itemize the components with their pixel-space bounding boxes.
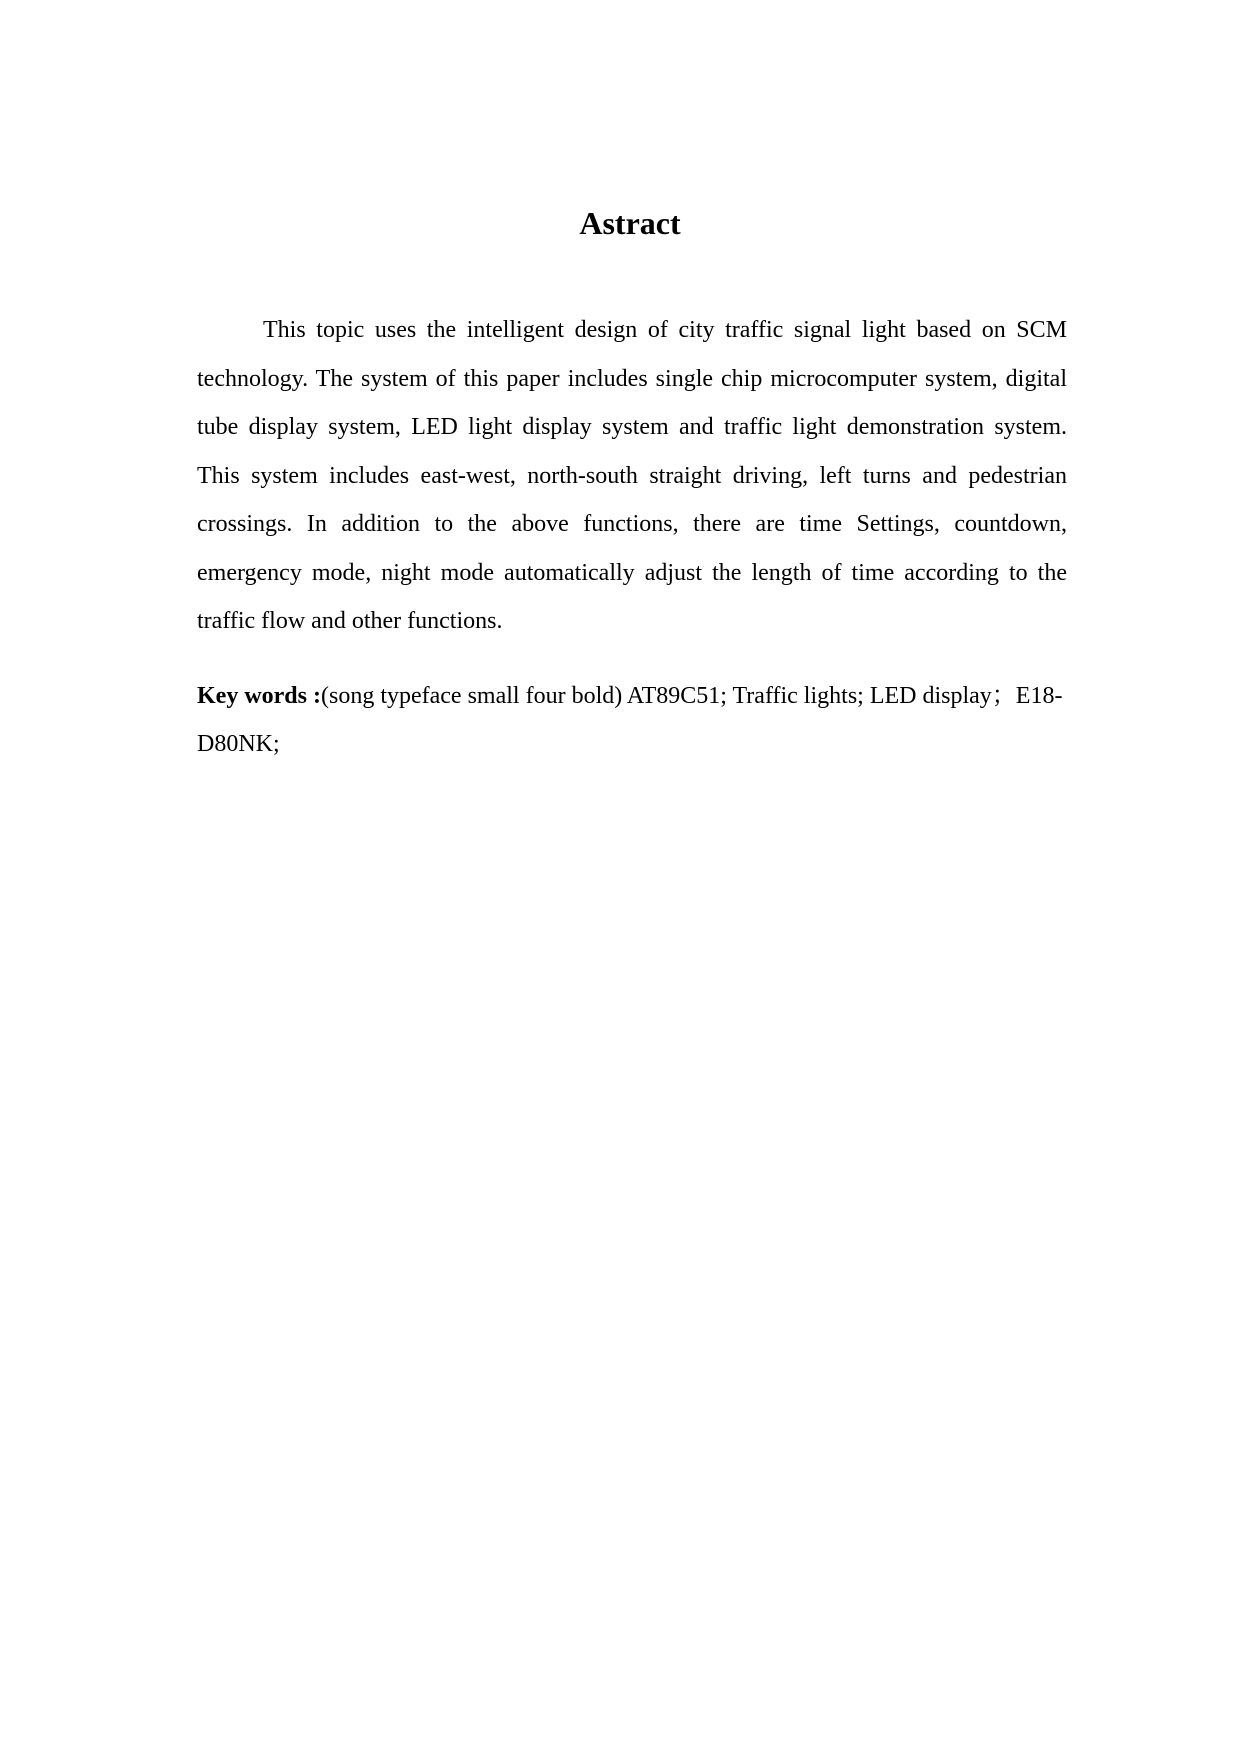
keywords-label: Key words : xyxy=(197,683,321,709)
keywords-value: (song typeface small four bold) AT89C51; Traffic lights; LED display；E18-D80NK; xyxy=(197,683,1063,757)
keywords-line xyxy=(197,672,1067,768)
abstract-paragraph: This topic uses the intelligent design of city traffic signal light based on SCM technology. The system of this paper includes single chip microcomputer system, digital tube display system, LED light display system and traffic light demonstration system. This system includes east-west, north-south straight driving, left turns and pedestrian crossings. In addition to the above functions, there are time Settings, countdown, emergency mode, night mode automatically adjust the length of time according to the traffic flow and other functions. xyxy=(197,317,1067,634)
page-title: Astract xyxy=(579,205,681,241)
